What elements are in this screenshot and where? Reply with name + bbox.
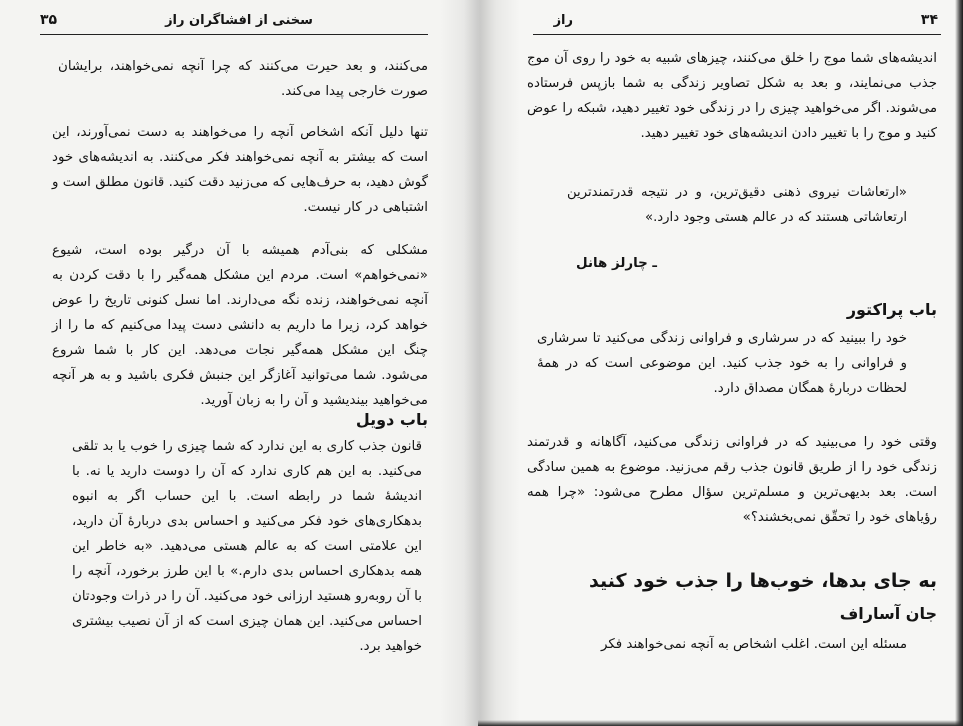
paragraph: خود را ببینید که در سرشاری و فراوانی زندگی می‌کنید تا سرشاری و فراوانی را به خود جذب کنید. این موضوعی است که در همهٔ لحظات دربارهٔ همگان مصداق دارد. — [537, 331, 907, 396]
header-rule — [40, 34, 428, 35]
speaker-heading: باب دویل — [355, 410, 428, 429]
left-page — [0, 0, 478, 726]
speaker-heading: باب پراکتور — [846, 300, 937, 319]
right-page — [478, 0, 963, 726]
running-header: راز — [553, 13, 573, 28]
paragraph: قانون جذب کاری به این ندارد که شما چیزی را خوب یا بد تلقی می‌کنید. به این هم کاری ندارد که آن را دوست دارید یا نه. با اندیشهٔ شما در رابطه است. با این حساب اگر به انبوه بدهکاری‌های خود فکر می‌کنید و احساس بدی دربارهٔ آن دارید، این علامتی است که به عالم هستی می‌دهید. «به خاطر این همه بدهکاری احساس بدی دارم.» با این طرز برخورد، آنچه را با آن روبه‌رو هستید ارزانی خود می‌کنید. آن را در ذرات وجودتان احساس می‌کنید. این همان چیزی است که از آن نصیب بیشتری خواهید برد. — [72, 439, 422, 654]
page-edge — [478, 720, 963, 726]
page-edge — [955, 0, 963, 726]
header-rule — [533, 34, 941, 35]
paragraph: مشکلی که بنی‌آدم همیشه با آن درگیر بوده است، شیوع «نمی‌خواهم» است. مردم این مشکل همه‌گیر را با دقت کردن به آنچه نمی‌خواهند، زنده نگه می‌دارند. اما نسل کنونی تاریخ را عوض خواهد کرد، زیرا ما داریم به دانشی دست پیدا می‌کنیم که ما را از چنگ این مشکل همه‌گیر نجات می‌دهد. این کار با شما شروع می‌شود. شما می‌توانید آغازگر این جنبش فکری باشید و به هر آنچه می‌خواهید بیندیشید و آن را به زبان آورید. — [52, 243, 428, 408]
section-title: به جای بدها، خوب‌ها را جذب خود کنید — [589, 570, 937, 592]
paragraph: تنها دلیل آنکه اشخاص آنچه را می‌خواهند به دست نمی‌آورند، این است که بیشتر به آنچه نمی‌خواهند فکر می‌کنند. به اندیشه‌های خود گوش دهید، به حرف‌هایی که می‌زنید دقت کنید. قانون مطلق است و اشتباهی در کار نیست. — [52, 125, 428, 215]
paragraph: اندیشه‌های شما موج را خلق می‌کنند، چیزهای شبیه به خود را روی آن موج جذب می‌نمایند، و بعد به شکل تصاویر زندگی به شما بازپس فرستاده می‌شوند. اگر می‌خواهید چیزی را در زندگی خود تغییر دهید، شبکه را عوض کنید و موج را با تغییر دادن اندیشه‌های خود تغییر دهید. — [527, 51, 937, 141]
paragraph: وقتی خود را می‌بینید که در فراوانی زندگی می‌کنید، آگاهانه و قدرتمند زندگی خود را از طریق قانون جذب رقم می‌زنید. موضوع به همین سادگی است. بعد بدیهی‌ترین و مسلم‌ترین سؤال مطرح می‌شود: «چرا همه رؤیاهای خود را تحقّق نمی‌بخشند؟» — [527, 435, 937, 525]
page-number: ۳۴ — [920, 12, 938, 28]
running-header: سخنی از افشاگران راز — [165, 13, 313, 28]
page-number: ۳۵ — [40, 12, 58, 28]
paragraph: مسئله این است. اغلب اشخاص به آنچه نمی‌خواهند فکر — [600, 637, 907, 652]
speaker-heading: جان آساراف — [839, 604, 937, 623]
quote: «ارتعاشات نیروی ذهنی دقیق‌ترین، و در نتیجه قدرتمندترین ارتعاشاتی هستند که در عالم هستی وجود دارد.» — [567, 185, 907, 225]
paragraph: می‌کنند، و بعد حیرت می‌کنند که چرا آنچه نمی‌خواهند، برایشان صورت خارجی پیدا می‌کند. — [58, 59, 428, 99]
quote-author: ـ چارلز هانل — [576, 256, 657, 271]
